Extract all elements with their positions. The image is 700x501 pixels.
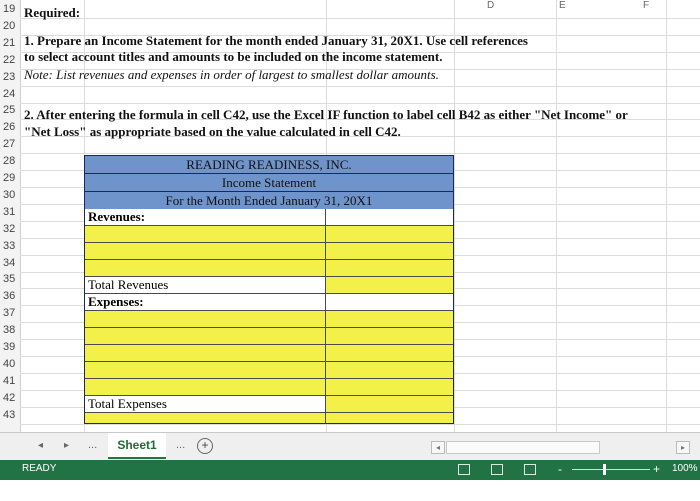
row-header[interactable]: 29 [3,172,16,184]
expenses-amount-cell[interactable] [326,294,453,310]
expense-amount-input[interactable] [326,379,453,395]
zoom-out-button[interactable]: - [558,462,562,476]
expense-row [85,345,453,362]
expense-row [85,328,453,345]
grid-row-line [20,153,700,154]
revenue-amount-input[interactable] [326,260,453,276]
add-sheet-icon[interactable]: + [197,438,213,454]
required-heading: Required: [24,5,81,20]
expenses-header-row [85,294,453,311]
revenue-account-input[interactable] [85,243,326,259]
tab-sheet1[interactable]: Sheet1 [108,433,166,459]
total-expenses-label-cell[interactable]: Total Expenses [85,396,326,412]
row-header[interactable]: 39 [3,341,16,353]
ready-status: READY [22,463,57,474]
page-layout-view-icon[interactable] [491,464,503,475]
more-sheets-right-button[interactable]: ... [176,439,186,451]
net-income-label-input[interactable] [85,413,326,423]
row-header[interactable]: 37 [3,307,16,320]
expense-account-input[interactable] [85,311,326,327]
revenues-amount-cell[interactable] [326,209,453,225]
revenue-amount-input[interactable] [326,243,453,259]
row-header[interactable]: 35 [3,273,16,286]
revenue-row [85,243,453,260]
expense-account-input[interactable] [85,328,326,344]
instruction-1-cont: to select account titles and amounts to be included on the income statement. [24,49,443,64]
statement-period-cell[interactable]: For the Month Ended January 31, 20X1 [85,192,453,210]
column-header-f[interactable]: F [643,0,650,11]
row-header[interactable]: 25 [3,104,16,117]
normal-view-icon[interactable] [458,464,470,475]
zoom-slider-track[interactable] [572,469,650,470]
total-revenues-row [85,277,453,294]
net-income-amount-input[interactable] [326,413,453,423]
grid-row-line [20,18,700,19]
instruction-2: 2. After entering the formula in cell C42, use the Excel IF function to label cell B42 as either "Net Income" or [24,107,628,122]
grid-row-line [20,424,700,425]
zoom-slider-thumb[interactable] [603,464,606,475]
row-header[interactable]: 30 [3,188,16,201]
row-header[interactable]: 32 [3,222,16,235]
zoom-level[interactable]: 100% [672,463,698,474]
next-sheet-icon[interactable]: ▸ [64,440,70,451]
column-header-d[interactable]: D [487,0,495,11]
sheet-tab-bar [0,432,700,461]
more-sheets-left-button[interactable]: ... [88,439,98,451]
expenses-label-cell[interactable]: Expenses: [85,294,326,310]
expense-amount-input[interactable] [326,362,453,378]
net-income-row [85,407,453,423]
scroll-right-icon[interactable]: ▸ [676,441,690,454]
expense-row [85,362,453,379]
row-header[interactable]: 33 [3,239,16,252]
zoom-in-button[interactable]: + [653,462,661,476]
revenue-account-input[interactable] [85,260,326,276]
revenue-row [85,226,453,243]
grid-column-line [556,0,557,432]
income-statement-template [84,155,454,424]
previous-sheet-icon[interactable]: ◂ [38,440,44,451]
company-name-cell[interactable]: READING READINESS, INC. [85,156,453,174]
total-revenues-amount-input[interactable] [326,277,453,293]
revenue-account-input[interactable] [85,226,326,242]
row-header[interactable]: 40 [3,357,16,370]
revenue-row [85,260,453,277]
row-header[interactable]: 43 [3,408,16,421]
grid-column-line [666,0,667,432]
revenue-amount-input[interactable] [326,226,453,242]
expense-account-input[interactable] [85,362,326,378]
expense-amount-input[interactable] [326,311,453,327]
row-header[interactable]: 19 [3,3,16,15]
horizontal-scrollbar[interactable] [446,441,600,454]
grid-row-line [20,103,700,104]
scroll-left-icon[interactable]: ◂ [431,441,445,454]
grid-column-line [454,0,455,432]
row-header[interactable]: 26 [3,121,16,134]
row-header[interactable]: 34 [3,256,16,269]
revenues-label-cell[interactable]: Revenues: [85,209,326,225]
expense-row [85,311,453,328]
row-header[interactable]: 38 [3,324,16,337]
row-header[interactable]: 21 [3,36,16,49]
expense-amount-input[interactable] [326,328,453,344]
row-header[interactable]: 22 [3,53,16,66]
grid-row-line [20,86,700,87]
page-break-view-icon[interactable] [524,464,536,475]
expense-row [85,379,453,396]
row-header[interactable]: 31 [3,205,16,218]
expense-amount-input[interactable] [326,345,453,361]
expense-account-input[interactable] [85,345,326,361]
row-header[interactable]: 23 [3,70,16,83]
statement-title-cell[interactable]: Income Statement [85,174,453,192]
total-revenues-label-cell[interactable]: Total Revenues [85,277,326,293]
row-header[interactable]: 24 [3,87,16,100]
row-header[interactable]: 36 [3,290,16,303]
status-bar [0,460,700,480]
window-bottom-edge [0,480,700,501]
row-header[interactable]: 27 [3,138,16,151]
row-header[interactable]: 28 [3,155,16,168]
instruction-2-cont: "Net Loss" as appropriate based on the value calculated in cell C42. [24,124,401,139]
row-header[interactable]: 42 [3,391,16,404]
revenues-header-row [85,209,453,226]
instruction-1: 1. Prepare an Income Statement for the month ended January 31, 20X1. Use cell references [24,33,528,48]
expense-account-input[interactable] [85,379,326,395]
column-header-e[interactable]: E [559,0,566,11]
instruction-note: Note: List revenues and expenses in order of largest to smallest dollar amounts. [24,67,439,82]
row-header[interactable]: 20 [3,19,16,32]
row-header[interactable]: 41 [3,374,16,387]
